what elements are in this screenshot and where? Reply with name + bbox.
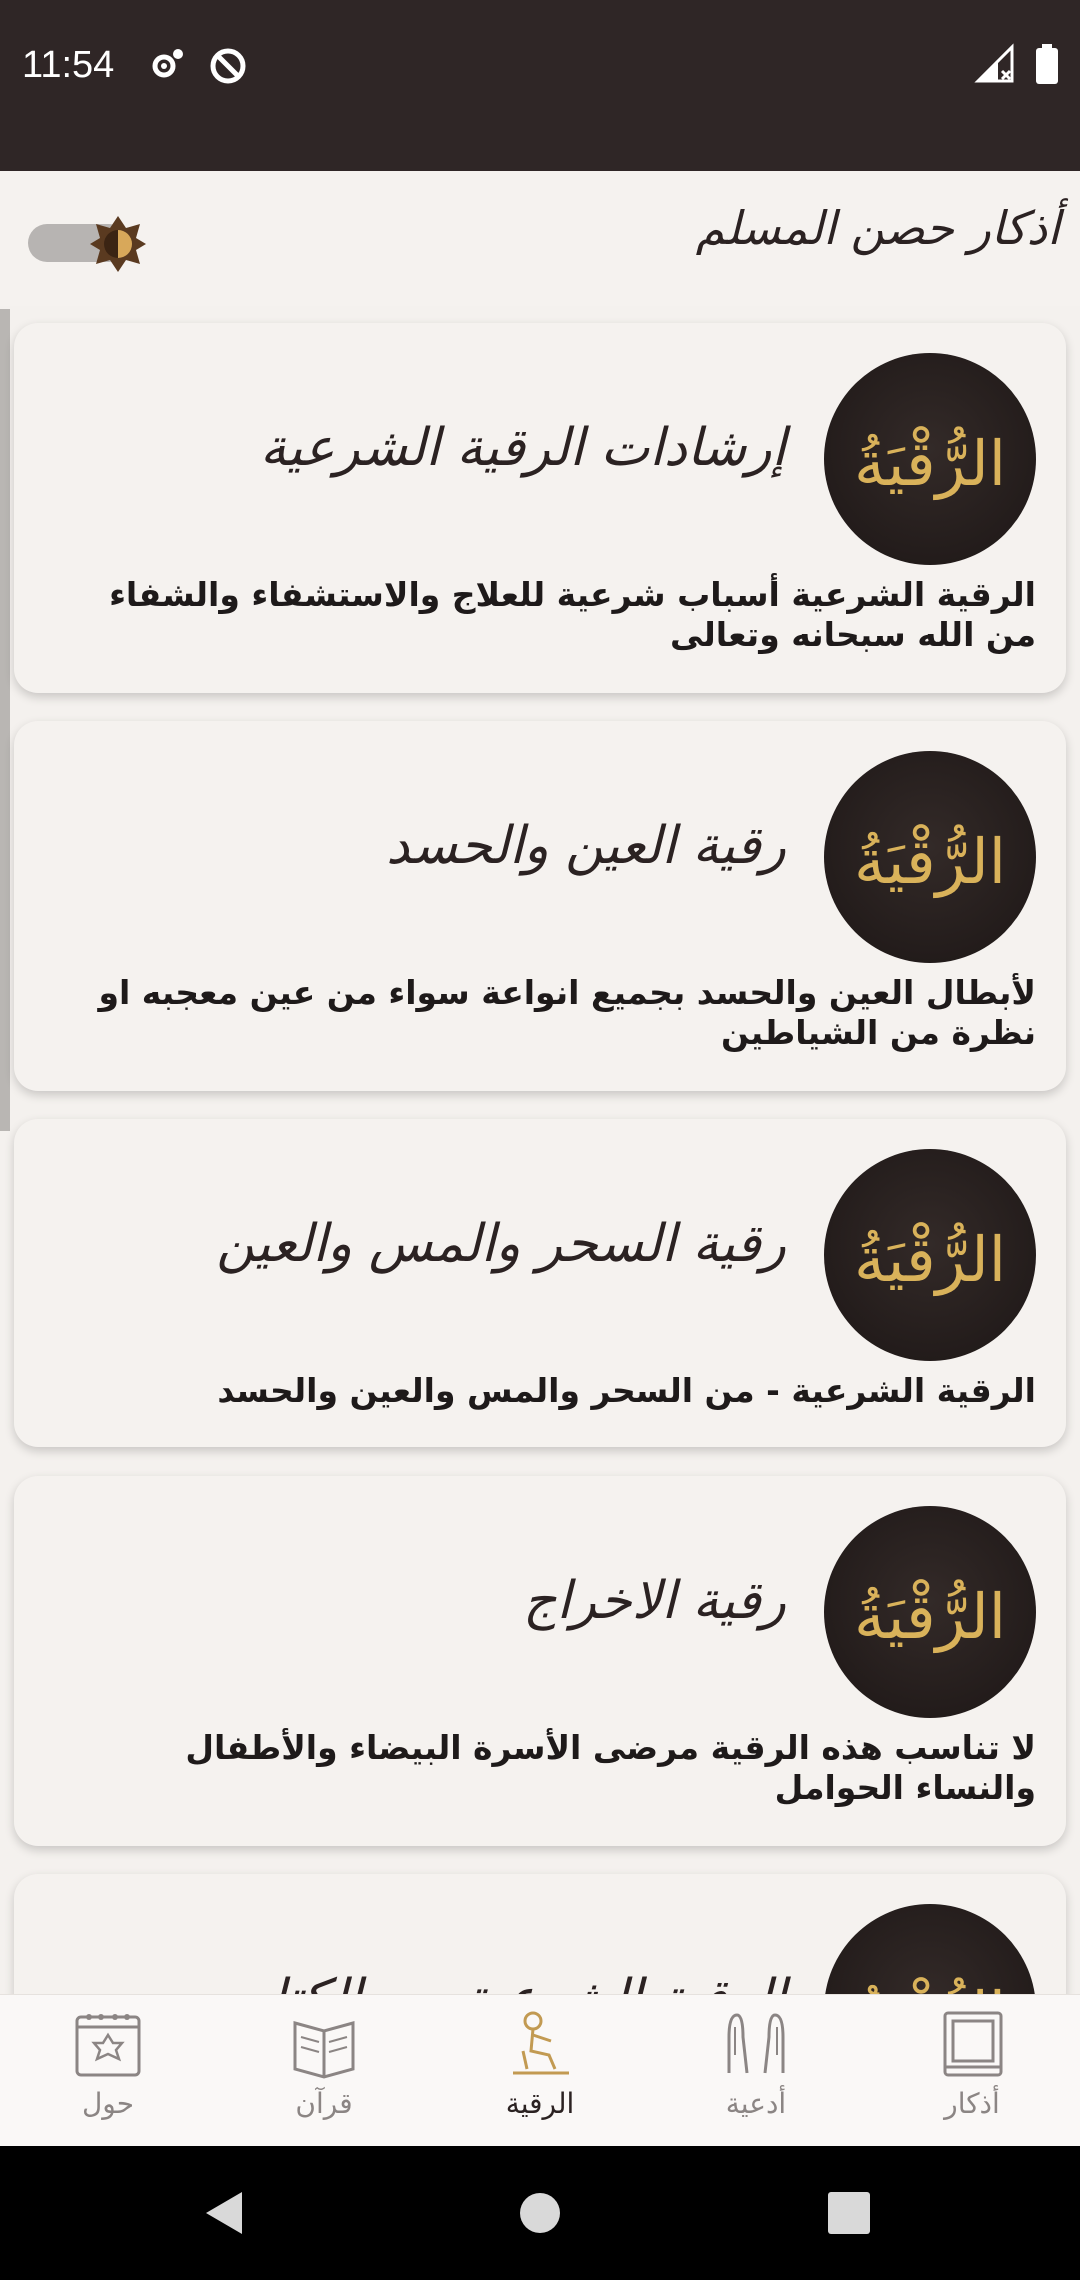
card-description: لا تناسب هذه الرقية مرضى الأسرة البيضاء والأطفال والنساء الحوامل	[185, 1728, 1036, 1807]
card-title: رقية العين والحسد	[386, 816, 786, 876]
status-time: 11:54	[22, 44, 115, 86]
nav-item-ruqyah[interactable]	[440, 2007, 640, 2137]
status-right-icons	[976, 44, 1058, 84]
card-description: لأبطال العين والحسد بجميع انواعة سواء من عين معجبه او نظرة من الشياطين	[98, 973, 1036, 1052]
battery-icon	[1036, 44, 1058, 84]
calendar-star-icon	[71, 2007, 145, 2081]
quran-book-icon	[287, 2007, 361, 2081]
app-header	[0, 171, 1080, 306]
nav-item-adhkar[interactable]	[872, 2007, 1072, 2137]
thumb-text: الرُّقْيَةُ	[854, 1580, 1006, 1653]
card-description: الرقية الشرعية أسباب شرعية للعلاج والاستشفاء والشفاء من الله سبحانه وتعالى	[109, 575, 1036, 654]
bottom-navigation	[0, 1994, 1080, 2147]
status-left-icons	[148, 46, 248, 86]
nav-item-about[interactable]	[8, 2007, 208, 2137]
nav-item-duas[interactable]	[656, 2007, 856, 2137]
nav-label: أدعية	[725, 2087, 787, 2120]
book-icon	[935, 2007, 1009, 2081]
theme-toggle[interactable]	[28, 214, 148, 274]
home-icon[interactable]	[518, 2191, 562, 2235]
ruqyah-calligraphy-image	[824, 1506, 1036, 1718]
thumb-text: الرُّقْيَةُ	[854, 427, 1006, 500]
list-item[interactable]	[14, 1476, 1066, 1846]
system-navigation-bar	[0, 2146, 1080, 2280]
list-item[interactable]	[14, 721, 1066, 1091]
sync-disabled-icon	[208, 46, 248, 86]
card-description: الرقية الشرعية - من السحر والمس والعين والحسد	[217, 1371, 1036, 1410]
nav-label: قرآن	[295, 2087, 353, 2120]
nav-label: حول	[81, 2087, 135, 2120]
list-item[interactable]	[14, 1119, 1066, 1447]
card-title: رقية السحر والمس والعين	[216, 1214, 786, 1274]
recents-icon[interactable]	[828, 2192, 870, 2234]
back-icon[interactable]	[200, 2188, 250, 2238]
brightness-icon	[88, 214, 148, 274]
card-title: رقية الاخراج	[522, 1571, 786, 1631]
app-title: أذكار حصن المسلم	[695, 201, 1060, 255]
ruqyah-calligraphy-image	[824, 1149, 1036, 1361]
scrollbar[interactable]	[0, 309, 10, 1131]
signal-icon	[976, 45, 1014, 83]
nav-item-quran[interactable]	[224, 2007, 424, 2137]
status-bar	[0, 0, 1080, 171]
ruqyah-list[interactable]	[0, 306, 1080, 1994]
thumb-text: الرُّقْيَةُ	[854, 1223, 1006, 1296]
nav-label: الرقية	[505, 2087, 575, 2120]
ruqyah-calligraphy-image	[824, 353, 1036, 565]
card-title: إرشادات الرقية الشرعية	[260, 418, 786, 478]
nav-label: أذكار	[944, 2087, 1000, 2120]
ruqyah-calligraphy-image	[824, 751, 1036, 963]
praying-hands-icon	[719, 2007, 793, 2081]
praying-person-icon	[503, 2007, 577, 2081]
list-item[interactable]	[14, 323, 1066, 693]
settings-notification-icon	[148, 46, 186, 84]
thumb-text: الرُّقْيَةُ	[854, 825, 1006, 898]
